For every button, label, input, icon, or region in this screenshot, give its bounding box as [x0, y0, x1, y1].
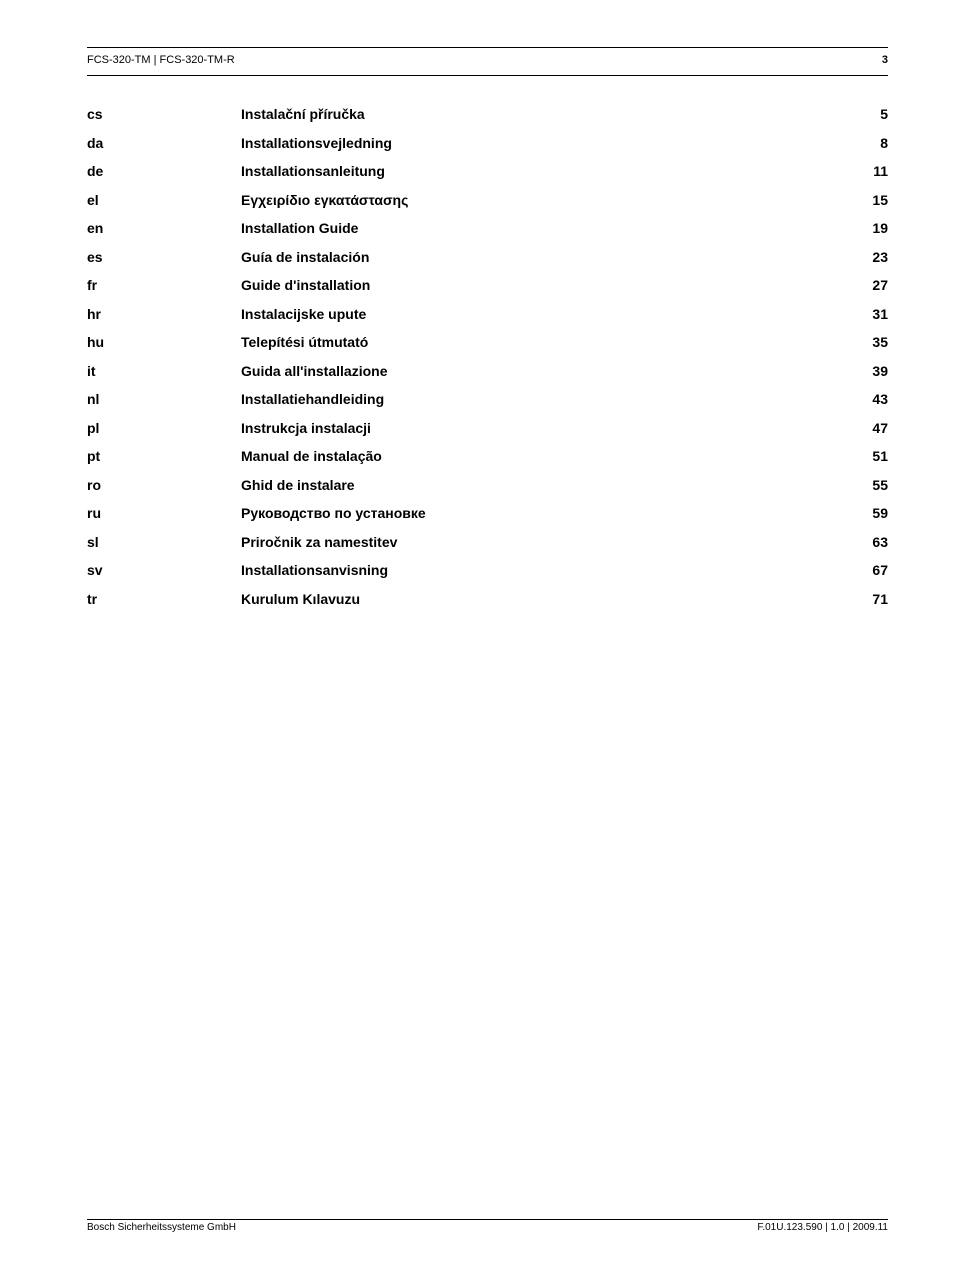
toc-page: 63	[872, 533, 888, 550]
toc-row[interactable]	[87, 473, 888, 502]
toc-title: Installationsanleitung	[241, 163, 385, 179]
toc-page: 51	[872, 448, 888, 464]
toc-language-code: el	[87, 191, 99, 208]
toc-language-code: de	[87, 163, 104, 179]
toc-row[interactable]	[87, 188, 888, 217]
toc-row[interactable]	[87, 587, 888, 616]
toc-page: 5	[880, 106, 888, 122]
table-of-contents	[87, 102, 888, 615]
toc-page: 71	[872, 590, 888, 607]
toc-row[interactable]	[87, 273, 888, 302]
toc-title: Installation Guide	[241, 220, 359, 236]
toc-title: Kurulum Kılavuzu	[241, 590, 361, 607]
toc-row[interactable]	[87, 416, 888, 445]
toc-language-code: pl	[87, 419, 100, 436]
toc-title: Installationsvejledning	[241, 134, 392, 151]
toc-page: 8	[880, 134, 888, 151]
toc-language-code: nl	[87, 391, 100, 407]
toc-page: 19	[872, 220, 888, 236]
header-page-number: 3	[881, 54, 888, 66]
toc-page: 67	[872, 562, 888, 578]
toc-row[interactable]	[87, 302, 888, 331]
toc-row[interactable]	[87, 444, 888, 473]
toc-page: 55	[872, 476, 888, 493]
toc-row[interactable]	[87, 102, 888, 131]
toc-row[interactable]	[87, 530, 888, 559]
toc-language-code: es	[87, 248, 103, 265]
toc-row[interactable]	[87, 387, 888, 416]
toc-language-code: hu	[87, 334, 105, 350]
toc-language-code: pt	[87, 448, 101, 464]
toc-language-code: cs	[87, 106, 103, 122]
toc-page: 59	[872, 505, 888, 521]
toc-title: Guide d'installation	[241, 277, 371, 293]
toc-language-code: sv	[87, 562, 103, 578]
toc-page: 47	[872, 419, 888, 436]
toc-language-code: tr	[87, 590, 98, 607]
toc-title: Guía de instalación	[241, 248, 370, 265]
toc-page: 39	[872, 362, 888, 379]
toc-row[interactable]	[87, 131, 888, 160]
toc-language-code: fr	[87, 277, 98, 293]
toc-title: Installatiehandleiding	[241, 391, 385, 407]
toc-row[interactable]	[87, 216, 888, 245]
toc-title: Guida all'installazione	[241, 362, 388, 379]
footer-company: Bosch Sicherheitssysteme GmbH	[87, 1222, 236, 1233]
toc-language-code: en	[87, 220, 104, 236]
toc-row[interactable]	[87, 501, 888, 530]
toc-title: Instalacijske upute	[241, 305, 367, 322]
toc-title: Instrukcja instalacji	[241, 419, 371, 436]
toc-row[interactable]	[87, 359, 888, 388]
toc-page: 15	[872, 191, 888, 208]
toc-page: 27	[872, 277, 888, 293]
toc-row[interactable]	[87, 159, 888, 188]
toc-page: 11	[873, 163, 888, 179]
footer-doc-info: F.01U.123.590 | 1.0 | 2009.11	[757, 1222, 888, 1233]
toc-page: 31	[872, 305, 888, 322]
header-product: FCS-320-TM | FCS-320-TM-R	[87, 54, 235, 66]
toc-title: Manual de instalação	[241, 448, 382, 464]
toc-row[interactable]	[87, 558, 888, 587]
toc-row[interactable]	[87, 330, 888, 359]
toc-language-code: ro	[87, 476, 101, 493]
toc-title: Ghid de instalare	[241, 476, 355, 493]
toc-page: 43	[872, 391, 888, 407]
toc-language-code: sl	[87, 533, 99, 550]
toc-language-code: ru	[87, 505, 101, 521]
toc-title: Instalační příručka	[241, 106, 365, 122]
toc-language-code: hr	[87, 305, 101, 322]
toc-title: Telepítési útmutató	[241, 334, 369, 350]
page-footer	[87, 1219, 888, 1236]
toc-row[interactable]	[87, 245, 888, 274]
toc-title: Priročnik za namestitev	[241, 533, 398, 550]
toc-language-code: da	[87, 134, 104, 151]
toc-title: Installationsanvisning	[241, 562, 389, 578]
toc-title: Εγχειρίδιο εγκατάστασης	[241, 191, 409, 208]
toc-page: 23	[872, 248, 888, 265]
toc-title: Руководство по установке	[241, 505, 426, 521]
toc-page: 35	[872, 334, 888, 350]
toc-language-code: it	[87, 362, 96, 379]
page-header	[87, 47, 888, 76]
